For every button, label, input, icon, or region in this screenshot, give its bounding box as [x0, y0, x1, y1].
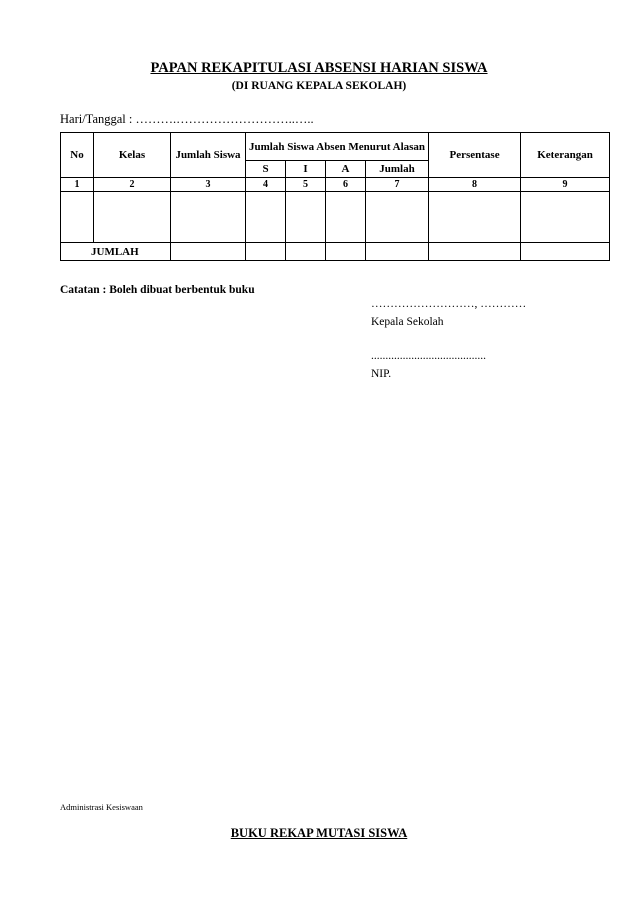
column-number: 6 [326, 178, 366, 192]
header-a: A [326, 161, 366, 178]
note-text: Catatan : Boleh dibuat berbentuk buku [60, 284, 255, 296]
signature-nip: NIP. [371, 368, 392, 380]
entry-cell [171, 192, 246, 243]
header-kelas: Kelas [94, 133, 171, 178]
header-s: S [246, 161, 286, 178]
header-jumlah-siswa: Jumlah Siswa [171, 133, 246, 178]
total-cell [171, 243, 246, 261]
entry-cell [366, 192, 429, 243]
column-number: 7 [366, 178, 429, 192]
column-number-row [61, 178, 610, 192]
header-absen-group: Jumlah Siswa Absen Menurut Alasan [246, 133, 429, 161]
entry-cell [429, 192, 521, 243]
column-number: 4 [246, 178, 286, 192]
header-keterangan: Keterangan [521, 133, 610, 178]
recap-table [60, 132, 610, 261]
total-cell [286, 243, 326, 261]
page-subtitle: (DI RUANG KEPALA SEKOLAH) [231, 80, 407, 92]
total-row [61, 243, 610, 261]
signature-name-line: ........................................ [371, 350, 486, 362]
column-number: 3 [171, 178, 246, 192]
column-number: 9 [521, 178, 610, 192]
entry-cell [61, 192, 94, 243]
header-persentase: Persentase [429, 133, 521, 178]
total-cell [429, 243, 521, 261]
entry-cell [326, 192, 366, 243]
total-cell [366, 243, 429, 261]
header-jumlah: Jumlah [366, 161, 429, 178]
footer-section-label: Administrasi Kesiswaan [60, 802, 143, 812]
header-i: I [286, 161, 326, 178]
entry-cell [521, 192, 610, 243]
date-line: Hari/Tanggal : ……….………………………..….. [60, 112, 314, 126]
column-number: 2 [94, 178, 171, 192]
column-number: 1 [61, 178, 94, 192]
total-label: JUMLAH [61, 243, 171, 261]
signature-role: Kepala Sekolah [371, 316, 444, 328]
entry-cell [286, 192, 326, 243]
column-number: 5 [286, 178, 326, 192]
next-section-title: BUKU REKAP MUTASI SISWA [230, 826, 408, 840]
total-cell [521, 243, 610, 261]
entry-cell [94, 192, 171, 243]
entry-cell [246, 192, 286, 243]
header-no: No [61, 133, 94, 178]
signature-place-date: ………………………, ………… [371, 298, 527, 310]
column-number: 8 [429, 178, 521, 192]
total-cell [246, 243, 286, 261]
total-cell [326, 243, 366, 261]
page-title: PAPAN REKAPITULASI ABSENSI HARIAN SISWA [150, 60, 488, 76]
blank-entry-row [61, 192, 610, 243]
